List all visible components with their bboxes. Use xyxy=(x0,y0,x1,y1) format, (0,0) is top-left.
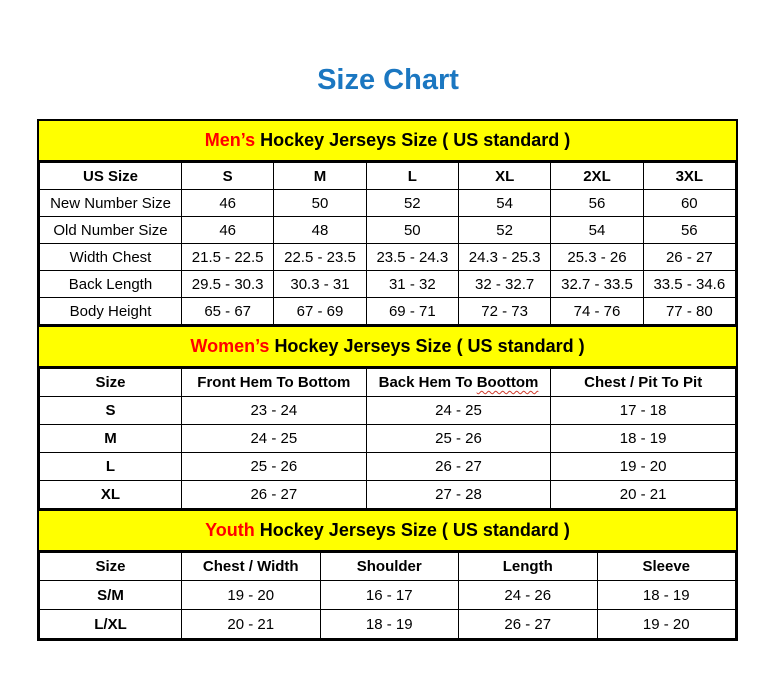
value-cell: 25 - 26 xyxy=(182,453,367,481)
value-cell: 25.3 - 26 xyxy=(551,244,643,271)
row-label: New Number Size xyxy=(40,190,182,217)
table-row xyxy=(40,190,736,217)
column-header: M xyxy=(274,163,366,190)
column-header: Front Hem To Bottom xyxy=(182,369,367,397)
back-hem-misspelled-word: Boottom xyxy=(476,374,539,391)
youth-highlight: Youth xyxy=(205,520,255,540)
value-cell: 16 - 17 xyxy=(320,581,459,610)
value-cell: 72 - 73 xyxy=(458,298,550,325)
value-cell: 46 xyxy=(182,190,274,217)
value-cell: 18 - 19 xyxy=(597,581,736,610)
value-cell: 20 - 21 xyxy=(182,610,321,639)
back-hem-prefix: Back Hem To xyxy=(378,374,477,391)
value-cell: 21.5 - 22.5 xyxy=(182,244,274,271)
table-row xyxy=(40,453,736,481)
value-cell: 32.7 - 33.5 xyxy=(551,271,643,298)
youth-header-rest: Hockey Jerseys Size ( US standard ) xyxy=(259,520,570,540)
column-header: S xyxy=(182,163,274,190)
youth-size-table xyxy=(39,552,736,639)
value-cell: 48 xyxy=(274,217,366,244)
table-row xyxy=(40,581,736,610)
row-label: Width Chest xyxy=(40,244,182,271)
value-cell: 54 xyxy=(458,190,550,217)
youth-section-header xyxy=(39,509,736,552)
row-label: Old Number Size xyxy=(40,217,182,244)
womens-size-table xyxy=(39,368,736,509)
column-header: US Size xyxy=(40,163,182,190)
womens-highlight: Women’s xyxy=(190,336,270,356)
table-row xyxy=(40,244,736,271)
value-cell: 24 - 25 xyxy=(182,425,367,453)
value-cell: 46 xyxy=(182,217,274,244)
value-cell: 69 - 71 xyxy=(366,298,458,325)
table-row xyxy=(40,425,736,453)
womens-header-rest: Hockey Jerseys Size ( US standard ) xyxy=(274,336,585,356)
value-cell: 26 - 27 xyxy=(643,244,735,271)
value-cell: 27 - 28 xyxy=(366,481,551,509)
value-cell: 26 - 27 xyxy=(182,481,367,509)
value-cell: 19 - 20 xyxy=(597,610,736,639)
value-cell: 50 xyxy=(274,190,366,217)
size-chart-table xyxy=(37,119,738,641)
column-header: Shoulder xyxy=(320,553,459,581)
womens-section-header xyxy=(39,325,736,368)
value-cell: 65 - 67 xyxy=(182,298,274,325)
value-cell: 26 - 27 xyxy=(459,610,598,639)
page-title: Size Chart xyxy=(317,64,459,96)
value-cell: 54 xyxy=(551,217,643,244)
value-cell: 50 xyxy=(366,217,458,244)
value-cell: 19 - 20 xyxy=(551,453,736,481)
value-cell: 24.3 - 25.3 xyxy=(458,244,550,271)
value-cell: 52 xyxy=(458,217,550,244)
row-label: L xyxy=(40,453,182,481)
mens-size-table xyxy=(39,162,736,325)
value-cell: 31 - 32 xyxy=(366,271,458,298)
table-row xyxy=(40,271,736,298)
value-cell: 18 - 19 xyxy=(320,610,459,639)
column-header: Chest / Pit To Pit xyxy=(551,369,736,397)
table-row xyxy=(40,397,736,425)
value-cell: 19 - 20 xyxy=(182,581,321,610)
value-cell: 29.5 - 30.3 xyxy=(182,271,274,298)
mens-section-header xyxy=(39,121,736,162)
womens-header-row xyxy=(40,369,736,397)
row-label: Body Height xyxy=(40,298,182,325)
table-row xyxy=(40,298,736,325)
column-header xyxy=(366,369,551,397)
column-header: Size xyxy=(40,553,182,581)
value-cell: 67 - 69 xyxy=(274,298,366,325)
value-cell: 23.5 - 24.3 xyxy=(366,244,458,271)
row-label: XL xyxy=(40,481,182,509)
value-cell: 18 - 19 xyxy=(551,425,736,453)
column-header: XL xyxy=(458,163,550,190)
value-cell: 22.5 - 23.5 xyxy=(274,244,366,271)
column-header: Length xyxy=(459,553,598,581)
value-cell: 56 xyxy=(643,217,735,244)
table-row xyxy=(40,217,736,244)
row-label: M xyxy=(40,425,182,453)
value-cell: 56 xyxy=(551,190,643,217)
value-cell: 23 - 24 xyxy=(182,397,367,425)
value-cell: 33.5 - 34.6 xyxy=(643,271,735,298)
table-row xyxy=(40,481,736,509)
value-cell: 24 - 26 xyxy=(459,581,598,610)
column-header: L xyxy=(366,163,458,190)
mens-header-rest: Hockey Jerseys Size ( US standard ) xyxy=(260,130,571,150)
value-cell: 52 xyxy=(366,190,458,217)
value-cell: 20 - 21 xyxy=(551,481,736,509)
youth-header-row xyxy=(40,553,736,581)
table-row xyxy=(40,610,736,639)
value-cell: 26 - 27 xyxy=(366,453,551,481)
value-cell: 30.3 - 31 xyxy=(274,271,366,298)
value-cell: 60 xyxy=(643,190,735,217)
row-label: S/M xyxy=(40,581,182,610)
column-header: 3XL xyxy=(643,163,735,190)
row-label: L/XL xyxy=(40,610,182,639)
column-header: Sleeve xyxy=(597,553,736,581)
value-cell: 17 - 18 xyxy=(551,397,736,425)
column-header: Chest / Width xyxy=(182,553,321,581)
column-header: 2XL xyxy=(551,163,643,190)
row-label: Back Length xyxy=(40,271,182,298)
mens-header-row xyxy=(40,163,736,190)
column-header: Size xyxy=(40,369,182,397)
value-cell: 25 - 26 xyxy=(366,425,551,453)
value-cell: 24 - 25 xyxy=(366,397,551,425)
value-cell: 74 - 76 xyxy=(551,298,643,325)
mens-highlight: Men’s xyxy=(204,130,256,150)
value-cell: 77 - 80 xyxy=(643,298,735,325)
row-label: S xyxy=(40,397,182,425)
value-cell: 32 - 32.7 xyxy=(458,271,550,298)
